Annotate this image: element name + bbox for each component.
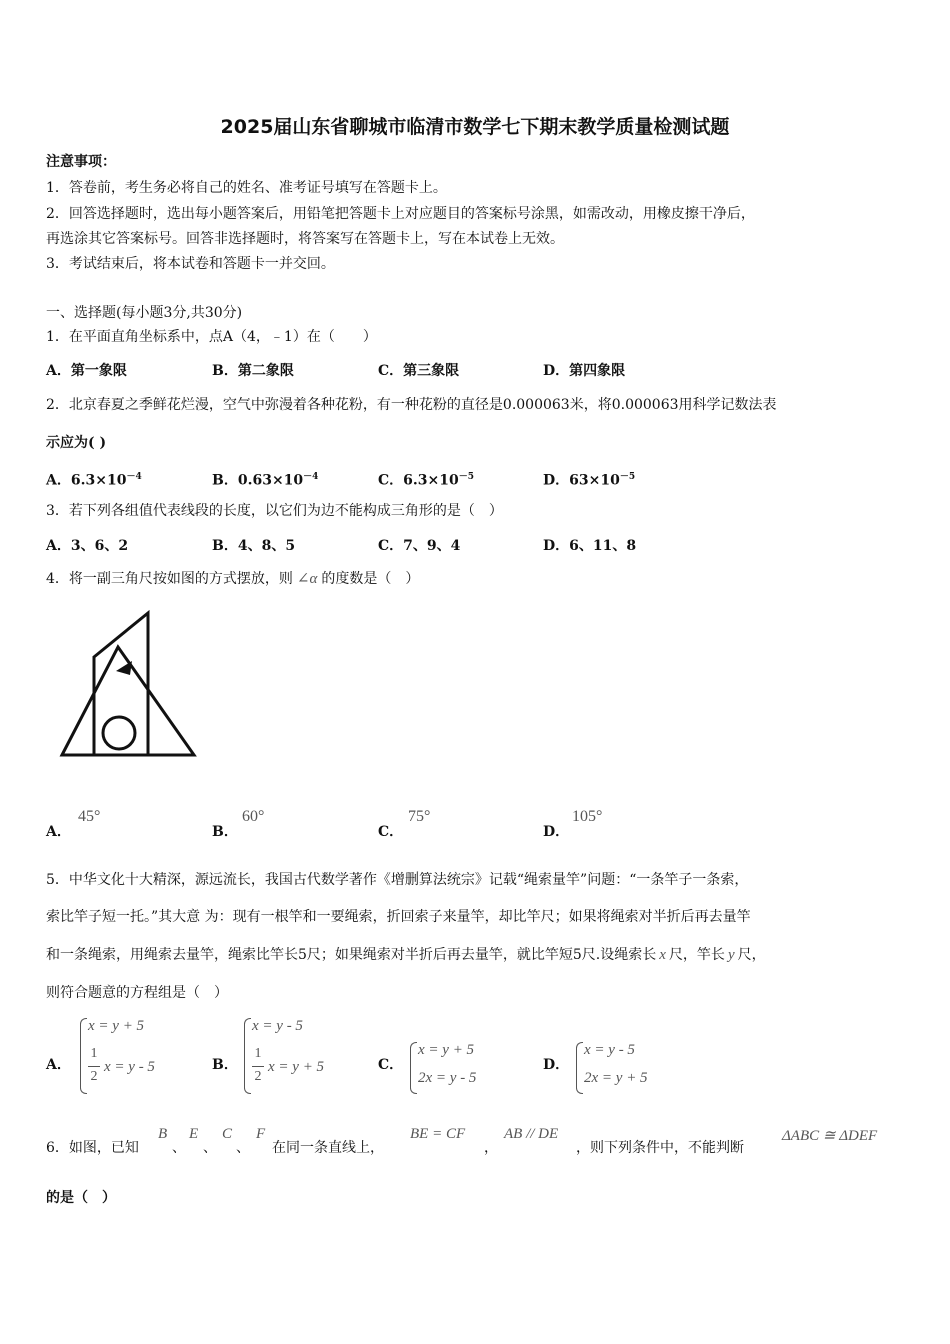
point-f: F <box>256 1126 266 1142</box>
option-value: 6.3×10 <box>70 472 127 489</box>
q4-option-a-label[interactable]: A． <box>46 824 71 840</box>
q1-option-d[interactable] <box>543 361 625 381</box>
point-c: C <box>222 1126 233 1142</box>
q3-option-c-text: C．7、9、4 <box>378 538 461 554</box>
q2-option-c[interactable] <box>378 467 474 491</box>
brace <box>244 1018 251 1094</box>
equation: x = y + 5 <box>88 1018 145 1034</box>
notice-item: 2．回答选择题时，选出每小题答案后，用铅笔把答题卡上对应题目的答案标号涂黑，如需改动，用橡皮擦干净后， <box>46 206 755 222</box>
q1-option-c-text: C．第三象限 <box>378 363 460 379</box>
q1-option-c[interactable] <box>378 361 459 381</box>
option-label: D． <box>543 472 570 489</box>
exponent: －5 <box>619 472 636 482</box>
option-value: 63×10 <box>569 472 620 489</box>
condition-be-cf: BE = CF <box>410 1126 466 1142</box>
fraction-bar <box>252 1066 264 1067</box>
ruler-hole <box>103 717 135 749</box>
q3-option-a[interactable] <box>46 536 128 556</box>
question-5-line2: 索比竿子短一托。”其大意 为：现有一根竿和一要绳索，折回索子来量竿，却比竿尺；如果将绳索对半折后再去量竿 <box>46 909 751 925</box>
point-e: E <box>189 1126 199 1142</box>
stem-text: 尺， <box>737 947 766 963</box>
question-5-line4: 则符合题意的方程组是（ ） <box>46 985 228 1001</box>
notice-item: 3．考试结束后，将本试卷和答题卡一并交回。 <box>46 256 335 272</box>
q3-option-a-text: A．3、6、2 <box>46 538 129 554</box>
separator: 、 <box>236 1140 250 1156</box>
question-6-text-b: 在同一条直线上， <box>272 1140 384 1156</box>
notice-item: 1．答卷前，考生务必将自己的姓名、准考证号填写在答题卡上。 <box>46 180 447 196</box>
equation: 2x = y - 5 <box>418 1070 477 1086</box>
triangle-rulers-figure <box>52 605 202 765</box>
exponent: －5 <box>458 472 474 482</box>
option-label: B． <box>212 472 238 489</box>
fraction-num: 1 <box>90 1046 98 1061</box>
option-label: A． <box>46 472 71 489</box>
question-2-stem-cont: 示应为( ) <box>46 435 107 451</box>
separator: 、 <box>203 1140 217 1156</box>
equation: 2x = y + 5 <box>584 1070 648 1086</box>
q2-option-a[interactable] <box>46 467 142 491</box>
q2-option-b[interactable] <box>212 467 318 491</box>
stem-text: 尺，竿长 <box>668 947 725 963</box>
section-heading: 一、选择题(每小题3分,共30分) <box>46 305 243 321</box>
q1-option-b[interactable] <box>212 361 294 381</box>
question-3-stem: 3．若下列各组值代表线段的长度，以它们为边不能构成三角形的是（ ） <box>46 503 503 519</box>
question-5-line1: 5．中华文化十大精深，源远流长，我国古代数学著作《增删算法统宗》记载“绳索量竿”问题：“一条竿子一条索， <box>46 872 749 888</box>
equation: x = y + 5 <box>268 1059 325 1075</box>
question-4-stem <box>46 569 419 589</box>
page-title: 2025届山东省聊城市临清市数学七下期末教学质量检测试题 <box>220 116 730 138</box>
var-y: y <box>727 947 735 963</box>
option-value: 6.3×10 <box>403 472 459 489</box>
question-6-text-c: ，则下列条件中，不能判断 <box>576 1140 744 1156</box>
q2-option-d[interactable] <box>543 467 635 491</box>
congruence-statement: ΔABC ≅ ΔDEF <box>782 1128 878 1144</box>
q3-option-d[interactable] <box>543 536 636 556</box>
notice-item: 再选涂其它答案标号。回答非选择题时，将答案写在答题卡上，写在本试卷上无效。 <box>46 231 564 247</box>
equation: x = y - 5 <box>584 1042 635 1058</box>
q3-option-b-text: B．4、8、5 <box>212 538 296 554</box>
q1-option-a[interactable] <box>46 361 127 381</box>
condition-ab-de: AB // DE <box>504 1126 559 1142</box>
q4-option-c-value: 75° <box>408 808 431 825</box>
brace <box>576 1042 583 1094</box>
q4-option-c-label[interactable]: C． <box>378 824 404 840</box>
fraction-den: 2 <box>90 1069 98 1084</box>
q4-option-d-value: 105° <box>572 808 603 825</box>
q5-option-b-label[interactable]: B． <box>212 1057 238 1073</box>
exponent: －4 <box>303 472 319 482</box>
q4-option-a-value: 45° <box>78 808 101 825</box>
q1-option-d-text: D．第四象限 <box>543 363 626 379</box>
stem-text: 的度数是（ ） <box>321 571 420 587</box>
separator: 、 <box>172 1140 186 1156</box>
equation: x = y - 5 <box>252 1018 303 1034</box>
question-1-stem: 1．在平面直角坐标系中，点A（4，﹣1）在（ ） <box>46 329 377 345</box>
stem-text: 4．将一副三角尺按如图的方式摆放，则 <box>46 571 293 587</box>
exponent: －4 <box>126 472 142 482</box>
q1-option-b-text: B．第二象限 <box>212 363 294 379</box>
separator: ， <box>484 1140 498 1156</box>
equation: x = y - 5 <box>104 1059 155 1075</box>
var-x: x <box>659 947 666 963</box>
question-6-text-end: 的是（ ） <box>46 1190 116 1206</box>
fraction-den: 2 <box>254 1069 262 1084</box>
q3-option-b[interactable] <box>212 536 295 556</box>
q5-option-a-label[interactable]: A． <box>46 1057 71 1073</box>
q4-option-d-label[interactable]: D． <box>543 824 570 840</box>
q1-option-a-text: A．第一象限 <box>46 363 127 379</box>
angle-marker <box>116 661 132 675</box>
fraction-num: 1 <box>254 1046 262 1061</box>
question-6-text-a: 6．如图，已知 <box>46 1140 139 1156</box>
q4-option-b-value: 60° <box>242 808 265 825</box>
q5-option-c-label[interactable]: C． <box>378 1057 404 1073</box>
option-label: C． <box>378 472 404 489</box>
point-b: B <box>158 1126 168 1142</box>
fraction-bar <box>88 1066 100 1067</box>
q5-option-d-label[interactable]: D． <box>543 1057 570 1073</box>
q3-option-d-text: D．6、11、8 <box>543 538 637 554</box>
set-square-large <box>62 647 194 755</box>
angle-symbol: ∠α <box>296 571 318 587</box>
equation: x = y + 5 <box>418 1042 475 1058</box>
brace <box>80 1018 87 1094</box>
question-5-line3 <box>46 945 766 965</box>
stem-text: 和一条绳索，用绳索去量竿，绳索比竿长5尺；如果绳索对半折后再去量竿，就比竿短5尺.设绳索长 <box>46 947 657 963</box>
question-2-stem: 2．北京春夏之季鲜花烂漫，空气中弥漫着各种花粉，有一种花粉的直径是0.000063米，将0.000063用科学记数法表 <box>46 397 777 413</box>
notice-heading: 注意事项： <box>46 154 116 170</box>
q4-option-b-label[interactable]: B． <box>212 824 238 840</box>
option-value: 0.63×10 <box>237 472 304 489</box>
brace <box>410 1042 417 1094</box>
q3-option-c[interactable] <box>378 536 460 556</box>
